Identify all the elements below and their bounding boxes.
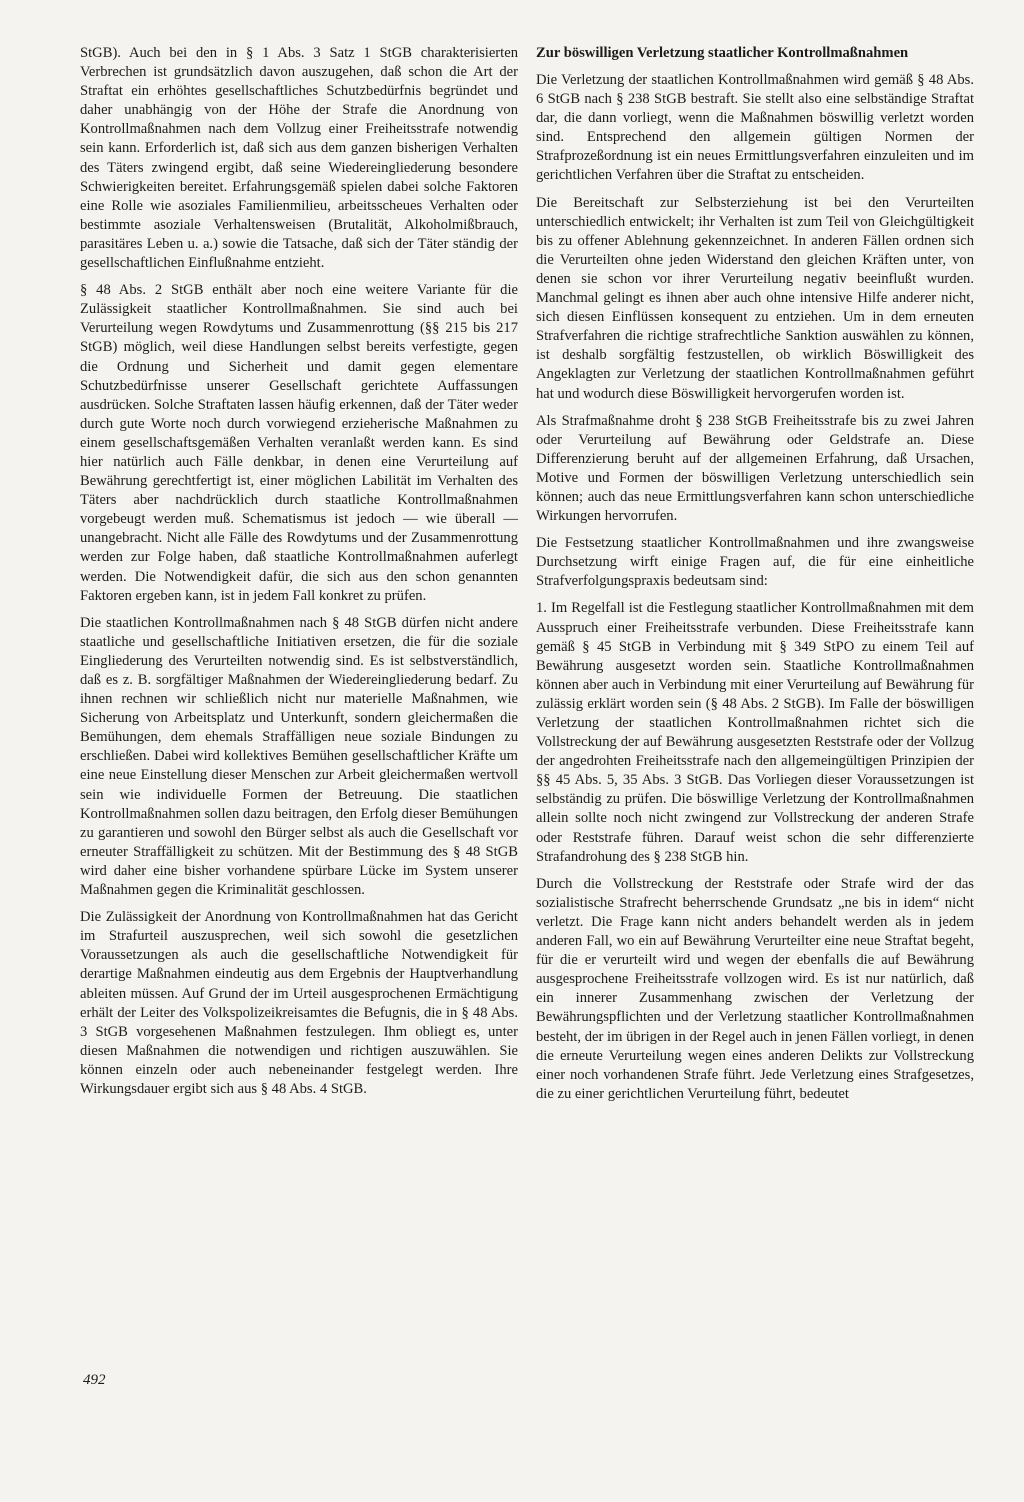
- paragraph: Die Bereitschaft zur Selbsterziehung ist bei den Verurteilten unterschiedlich entwickelt; ihr Verhalten ist zum Teil von Gleichgültigkeit bis zu offener Ablehnung gekennzeichnet. In anderen Fällen ordnen sich die Verurteilten ohne jeden Widerstand den gleichen Kräften unter, von denen sie schon vor ihrer Verurteilung negativ beeinflußt wurden. Manchmal gelingt es ihnen aber auch ohne intensive Hilfe anderer nicht, sich diesen Einflüssen konsequent zu entziehen. Um in dem erneuten Strafverfahren die richtige strafrechtliche Sanktion auswählen zu können, ist deshalb sorgfältig festzustellen, ob wirklich Böswilligkeit des Angeklagten zur Verletzung der staatlichen Kontrollmaßnahmen geführt hat und wodurch diese Böswilligkeit hervorgerufen worden ist.: [536, 194, 974, 402]
- page-number: 492: [83, 1372, 106, 1388]
- paragraph: StGB). Auch bei den in § 1 Abs. 3 Satz 1 StGB charakterisierten Verbrechen ist grundsätzlich davon auszugehen, daß schon die Art der Straftat ein erhöhtes gesellschaftliches Schutzbedürfnis begründet und daher unabhängig von der Höhe der Strafe die Anordnung von Kontrollmaßnahmen nach dem Vollzug einer Freiheitsstrafe notwendig sein kann. Erforderlich ist, daß sich aus dem ganzen bisherigen Verhalten des Täters zwingend ergibt, daß seine Wiedereingliederung besondere Schwierigkeiten bereitet. Erfahrungsgemäß spielen dabei solche Faktoren eine Rolle wie asoziales Familienmilieu, arbeitsscheues Verhalten oder bestimmte asoziale Verhaltensweisen (Brutalität, Alkoholmißbrauch, parasitäres Leben u. a.) sowie die Tatsache, daß sich der Täter ständig der gesellschaftlichen Einflußnahme entzieht.: [80, 45, 518, 272]
- paragraph: Als Strafmaßnahme droht § 238 StGB Freiheitsstrafe bis zu zwei Jahren oder Verurteilung auf Bewährung oder Geldstrafe an. Diese Differenzierung beruht auf der allgemeinen Erfahrung, daß Ursachen, Motive und Formen der böswilligen Verletzung unterschiedlich sein können; auch das neue Ermittlungsverfahren kann schon unterschiedliche Wirkungen hervorrufen.: [536, 412, 974, 525]
- right-column: [536, 44, 974, 1112]
- paragraph: 1. Im Regelfall ist die Festlegung staatlicher Kontrollmaßnahmen mit dem Ausspruch einer Freiheitsstrafe verbunden. Diese Freiheitsstrafe kann gemäß § 45 StGB in Verbindung mit § 349 StPO zu einem Teil auf Bewährung ausgesetzt worden sein. Staatliche Kontrollmaßnahmen können aber auch in Verbindung mit einer Verurteilung auf Bewährung für zulässig erklärt worden sein (§ 48 Abs. 2 StGB). Im Falle der böswilligen Verletzung der staatlichen Kontrollmaßnahmen richtet sich die Vollstreckung der auf Bewährung ausgesetzten Reststrafe oder der Vollzug der angedrohten Freiheitsstrafe nach den allgemeingültigen Prinzipien der §§ 45 Abs. 5, 35 Abs. 3 StGB. Das Vorliegen dieser Voraussetzungen ist selbständig zu prüfen. Die böswillige Verletzung der Kontrollmaßnahmen allein sollte noch nicht zwingend zur Vollstreckung der anderen Strafe oder Reststrafe führen. Darauf weist schon die sehr differenzierte Strafandrohung des § 238 StGB hin.: [536, 600, 974, 865]
- left-column: [80, 44, 518, 1107]
- paragraph: Durch die Vollstreckung der Reststrafe oder Strafe wird der das sozialistische Strafrecht beherrschende Grundsatz „ne bis in idem“ nicht verletzt. Die Frage kann nicht anders behandelt werden als in jedem anderen Fall, wo ein auf Bewährung Verurteilter eine neue Straftat begeht, für die er verurteilt wird und wegen der ebenfalls die auf Bewährung ausgesprochene Freiheitsstrafe vollzogen wird. Es ist nur natürlich, daß ein innerer Zusammenhang zwischen der Verletzung der Bewährungspflichten und der Verletzung staatlicher Kontrollmaßnahmen besteht, der im übrigen in der Regel auch in jenen Fällen vorliegt, in denen die erneute Verurteilung wegen eines anderen Delikts zur Vollstreckung einer noch vorhandenen Strafe führt. Jede Verletzung eines Strafgesetzes, die zu einer gerichtlichen Verurteilung führt, bedeutet: [536, 875, 974, 1102]
- paragraph: § 48 Abs. 2 StGB enthält aber noch eine weitere Variante für die Zulässigkeit staatlicher Kontrollmaßnahmen. Sie sind auch bei Verurteilung wegen Rowdytums und Zusammenrottung (§§ 215 bis 217 StGB) möglich, weil diese Handlungen selbst bereits verfestigte, gegen die Ordnung und Sicherheit und damit gegen elementare Schutzbedürfnisse unserer Gesellschaft gerichtete Auffassungen ausdrücken. Solche Straftaten lassen häufig erkennen, daß der Täter weder durch gute Worte noch durch vorwiegend erzieherische Maßnahmen zu einem gesellschaftsgemäßen Verhalten veranlaßt werden kann. Es sind hier natürlich auch Fälle denkbar, in denen eine Verurteilung auf Bewährung gerechtfertigt ist, einer möglichen Labilität im Verhalten des Täters aber nachdrücklich durch staatliche Kontrollmaßnahmen vorgebeugt werden muß. Schematismus ist jedoch — wie überall — unangebracht. Nicht alle Fälle des Rowdytums und der Zusammenrottung werden zur Folge haben, daß staatliche Kontrollmaßnahmen auferlegt werden. Die Notwendigkeit dafür, die sich aus den schon genannten Faktoren ergeben kann, ist in jedem Fall konkret zu prüfen.: [80, 282, 518, 604]
- paragraph: Die Festsetzung staatlicher Kontrollmaßnahmen und ihre zwangsweise Durchsetzung wirft einige Fragen auf, die für eine einheitliche Strafverfolgungspraxis bedeutsam sind:: [536, 535, 974, 590]
- paragraph: Die Verletzung der staatlichen Kontrollmaßnahmen wird gemäß § 48 Abs. 6 StGB nach § 238 StGB bestraft. Sie stellt also eine selbständige Straftat dar, die dann vorliegt, wenn die Maßnahmen böswillig verletzt worden sind. Entsprechend den allgemein gültigen Normen der Strafprozeßordnung ist ein neues Ermittlungsverfahren einzuleiten und im gerichtlichen Verfahren über die Straftat zu entscheiden.: [536, 72, 974, 184]
- paragraph: Die Zulässigkeit der Anordnung von Kontrollmaßnahmen hat das Gericht im Strafurteil auszusprechen, weil sich sowohl die gesetzlichen Voraussetzungen als auch die gesellschaftliche Notwendigkeit für derartige Maßnahmen eindeutig aus dem Ergebnis der Hauptverhandlung ableiten müssen. Auf Grund der im Urteil ausgesprochenen Ermächtigung erhält der Leiter des Volkspolizeikreisamtes die Befugnis, die in § 48 Abs. 3 StGB vorgesehenen Maßnahmen festzulegen. Ihm obliegt es, unter diesen Maßnahmen die notwendigen und richtigen auszuwählen. Sie können einzeln oder auch nebeneinander festgelegt werden. Ihre Wirkungsdauer ergibt sich aus § 48 Abs. 4 StGB.: [80, 909, 518, 1097]
- section-heading: Zur böswilligen Verletzung staatlicher Kontrollmaßnahmen: [536, 45, 909, 61]
- paragraph: Die staatlichen Kontrollmaßnahmen nach § 48 StGB dürfen nicht andere staatliche und gesellschaftliche Initiativen ersetzen, die für die soziale Eingliederung des Verurteilten notwendig sind. Es ist selbstverständlich, daß es z. B. sorgfältiger Maßnahmen der Wiedereingliederung bedarf. Zu ihnen rechnen wir schließlich nicht nur materielle Maßnahmen, wie Sicherung von Arbeitsplatz und Unterkunft, sondern gleichermaßen die Bemühungen, dem ehemals Straffälligen neue soziale Bindungen zu erschließen. Dabei wird kollektives Bemühen gesellschaftlicher Kräfte um eine neue Einstellung dieser Menschen zur Arbeit gleichermaßen wertvoll sein wie individuelle Formen der Betreuung. Die staatlichen Kontrollmaßnahmen sollen dazu beitragen, den Erfolg dieser Bemühungen zu garantieren und sowohl den Bürger selbst als auch die Gesellschaft vor erneuter Straffälligkeit zu schützen. Mit der Bestimmung des § 48 StGB wird daher eine bisher vorhandene spürbare Lücke im System unserer Maßnahmen gegen die Kriminalität geschlossen.: [80, 614, 518, 899]
